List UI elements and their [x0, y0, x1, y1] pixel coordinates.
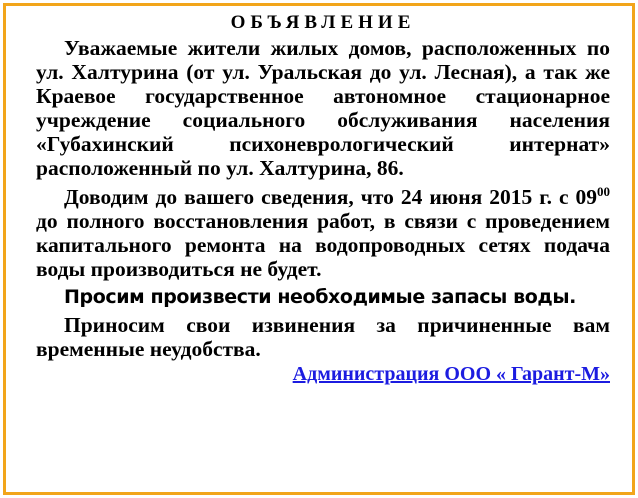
signature-link[interactable]: Администрация ООО « Гарант-М» [292, 363, 610, 385]
shutoff-time-minutes: 00 [597, 184, 610, 199]
signature-row [36, 361, 610, 386]
shutoff-date-text: Доводим до вашего сведения, что 24 июня 2015 г. с 09 [64, 185, 597, 209]
notice-request: Просим произвести необходимые запасы воды. [64, 286, 576, 308]
notice-apology: Приносим свои извинения за причиненные вам временные неудобства. [36, 313, 610, 361]
notice-frame [3, 3, 635, 495]
notice-body [36, 12, 610, 386]
shutoff-reason-text: до полного восстановления работ, в связи с проведением капитального ремонта на водопроводных сетях подача воды производиться не будет. [36, 209, 610, 281]
notice-paragraph-shutoff [36, 185, 610, 281]
notice-title: ОБЪЯВЛЕНИЕ [230, 12, 416, 33]
notice-paragraph-address: Уважаемые жители жилых домов, расположенных по ул. Халтурина (от ул. Уральская до ул. Лесная), а так же Краевое государственное автономное стационарное учреждение социального обслуживания населения «Губахинский психоневрологический интернат» расположенный по ул. Халтурина, 86. [36, 36, 610, 180]
